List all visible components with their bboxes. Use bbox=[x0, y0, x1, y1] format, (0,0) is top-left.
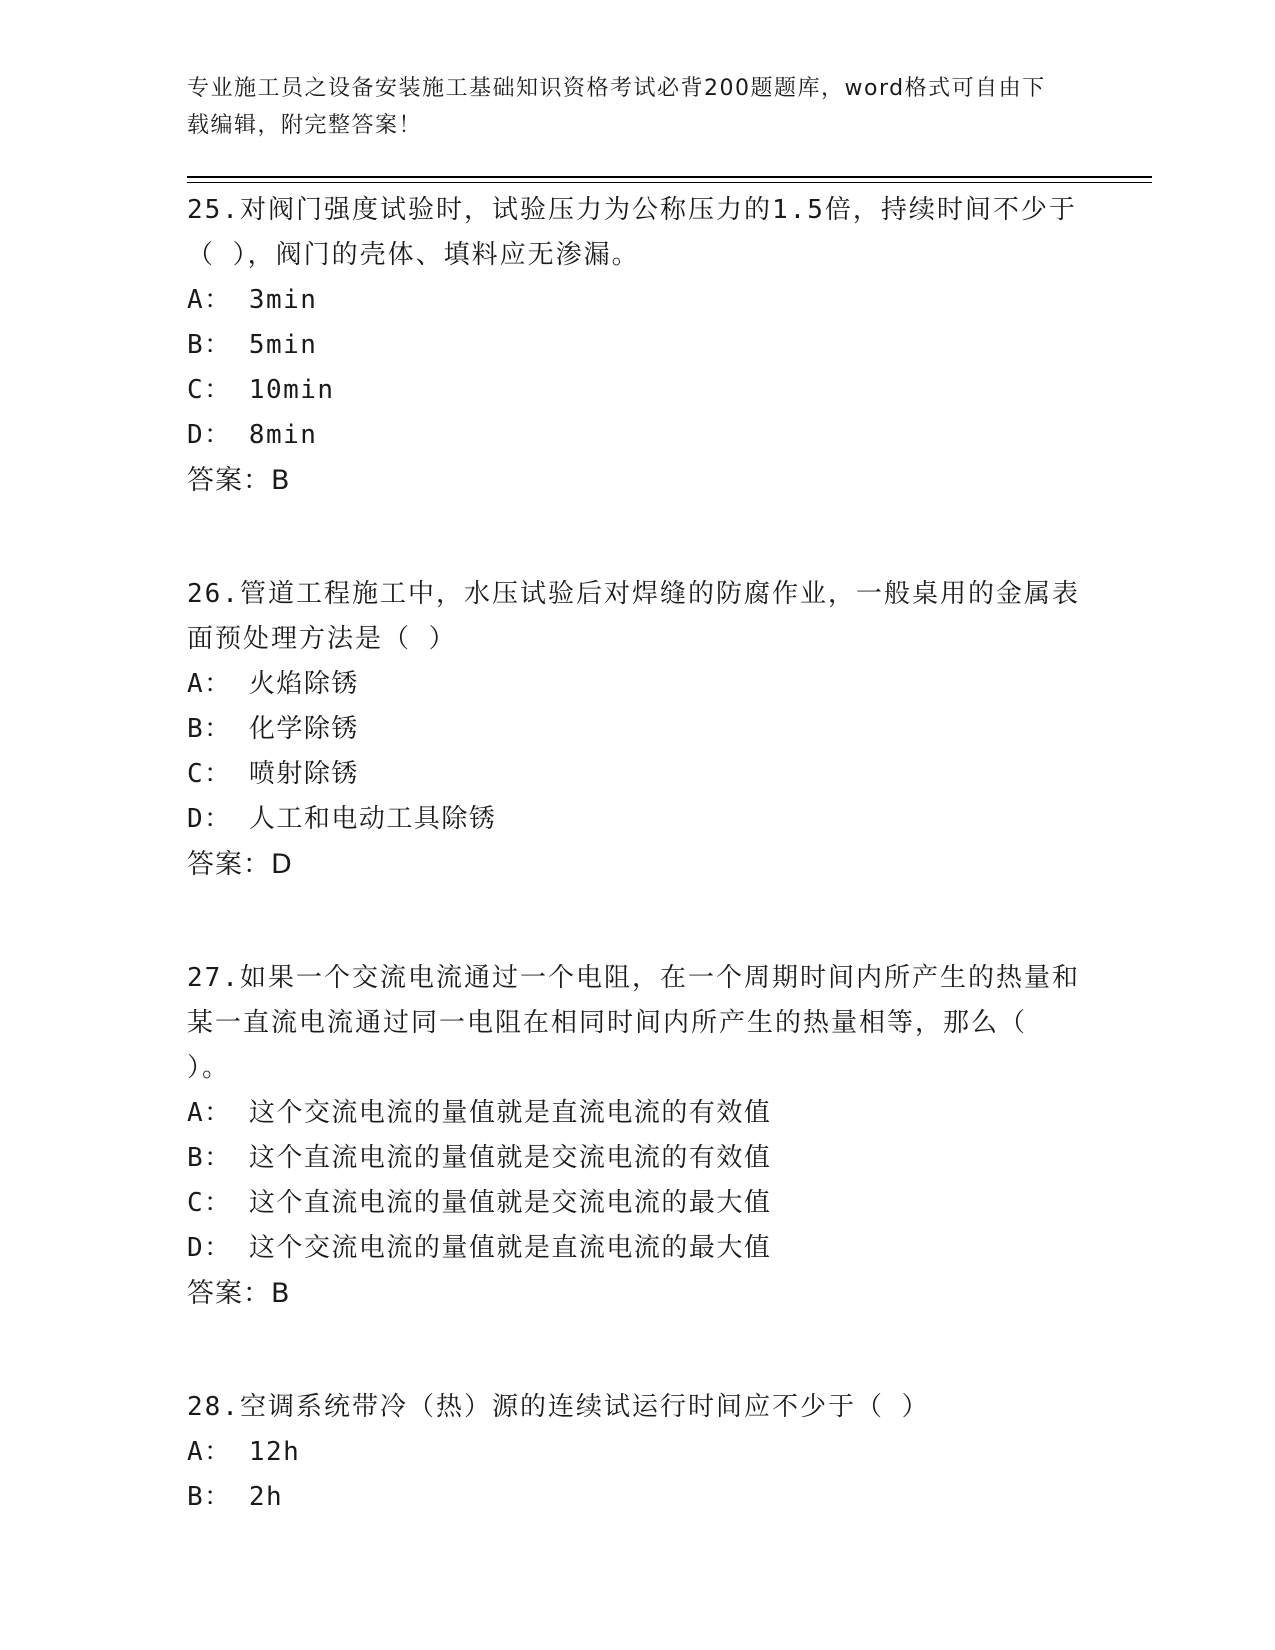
option-text: 10min bbox=[248, 375, 335, 405]
option-c: C ： 这个直流电流的量值就是交流电流的最大值 bbox=[187, 1181, 1087, 1226]
question-25 bbox=[187, 188, 1087, 548]
option-text: 12h bbox=[248, 1437, 301, 1467]
question-text: 25.对阀门强度试验时，试验压力为公称压力的1.5倍，持续时间不少于（ ），阀门的壳体、填料应无渗漏。 bbox=[187, 195, 1077, 270]
answer: 答案：B bbox=[187, 1278, 291, 1309]
option-b: B ： 这个直流电流的量值就是交流电流的有效值 bbox=[187, 1136, 1087, 1181]
question-28 bbox=[187, 1385, 1087, 1520]
option-key: B bbox=[187, 714, 205, 744]
question-text: 27.如果一个交流电流通过一个电阻，在一个周期时间内所产生的热量和某一直流电流通过同一电阻在相同时间内所产生的热量相等，那么（ ）。 bbox=[187, 963, 1080, 1083]
option-text: 人工和电动工具除锈 bbox=[248, 804, 497, 834]
option-c: C ： 10min bbox=[187, 368, 1087, 413]
option-key: D bbox=[187, 420, 205, 450]
option-key: D bbox=[187, 804, 205, 834]
option-b: B ： 2h bbox=[187, 1475, 1087, 1520]
option-key: B bbox=[187, 330, 205, 360]
option-a: A ： 12h bbox=[187, 1430, 1087, 1475]
header-rule-thin bbox=[187, 182, 1152, 183]
header-rule-thick bbox=[187, 176, 1152, 178]
option-key: C bbox=[187, 375, 205, 405]
option-key: B bbox=[187, 1482, 205, 1512]
option-b: B ： 5min bbox=[187, 323, 1087, 368]
option-key: C bbox=[187, 759, 205, 789]
answer: 答案：B bbox=[187, 465, 291, 496]
option-key: A bbox=[187, 1098, 205, 1128]
question-text: 28.空调系统带冷（热）源的连续试运行时间应不少于（ ） bbox=[187, 1392, 930, 1422]
option-text: 化学除锈 bbox=[248, 714, 359, 744]
option-key: A bbox=[187, 1437, 205, 1467]
option-text: 火焰除锈 bbox=[248, 669, 359, 699]
option-text: 2h bbox=[248, 1482, 284, 1512]
document-header: 专业施工员之设备安装施工基础知识资格考试必背200题题库，word格式可自由下载编辑，附完整答案！ bbox=[187, 76, 1046, 138]
option-a: A ： 这个交流电流的量值就是直流电流的有效值 bbox=[187, 1091, 1087, 1136]
option-a: A ： 火焰除锈 bbox=[187, 662, 1087, 707]
option-text: 8min bbox=[248, 420, 318, 450]
option-key: B bbox=[187, 1143, 205, 1173]
option-a: A ： 3min bbox=[187, 278, 1087, 323]
question-text: 26.管道工程施工中，水压试验后对焊缝的防腐作业，一般桌用的金属表面预处理方法是（ ） bbox=[187, 579, 1080, 654]
option-text: 这个直流电流的量值就是交流电流的最大值 bbox=[248, 1188, 772, 1218]
option-text: 5min bbox=[248, 330, 318, 360]
question-26 bbox=[187, 572, 1087, 932]
option-b: B ： 化学除锈 bbox=[187, 707, 1087, 752]
option-key: D bbox=[187, 1233, 205, 1263]
option-text: 这个直流电流的量值就是交流电流的有效值 bbox=[248, 1143, 772, 1173]
option-key: A bbox=[187, 669, 205, 699]
option-text: 喷射除锈 bbox=[248, 759, 359, 789]
option-d: D ： 人工和电动工具除锈 bbox=[187, 797, 1087, 842]
option-c: C ： 喷射除锈 bbox=[187, 752, 1087, 797]
answer: 答案：D bbox=[187, 849, 293, 880]
option-key: A bbox=[187, 285, 205, 315]
option-d: D ： 8min bbox=[187, 413, 1087, 458]
question-27 bbox=[187, 956, 1087, 1361]
option-d: D ： 这个交流电流的量值就是直流电流的最大值 bbox=[187, 1226, 1087, 1271]
option-text: 这个交流电流的量值就是直流电流的有效值 bbox=[248, 1098, 772, 1128]
option-text: 这个交流电流的量值就是直流电流的最大值 bbox=[248, 1233, 772, 1263]
option-key: C bbox=[187, 1188, 205, 1218]
question-list bbox=[187, 188, 1087, 1544]
option-text: 3min bbox=[248, 285, 318, 315]
